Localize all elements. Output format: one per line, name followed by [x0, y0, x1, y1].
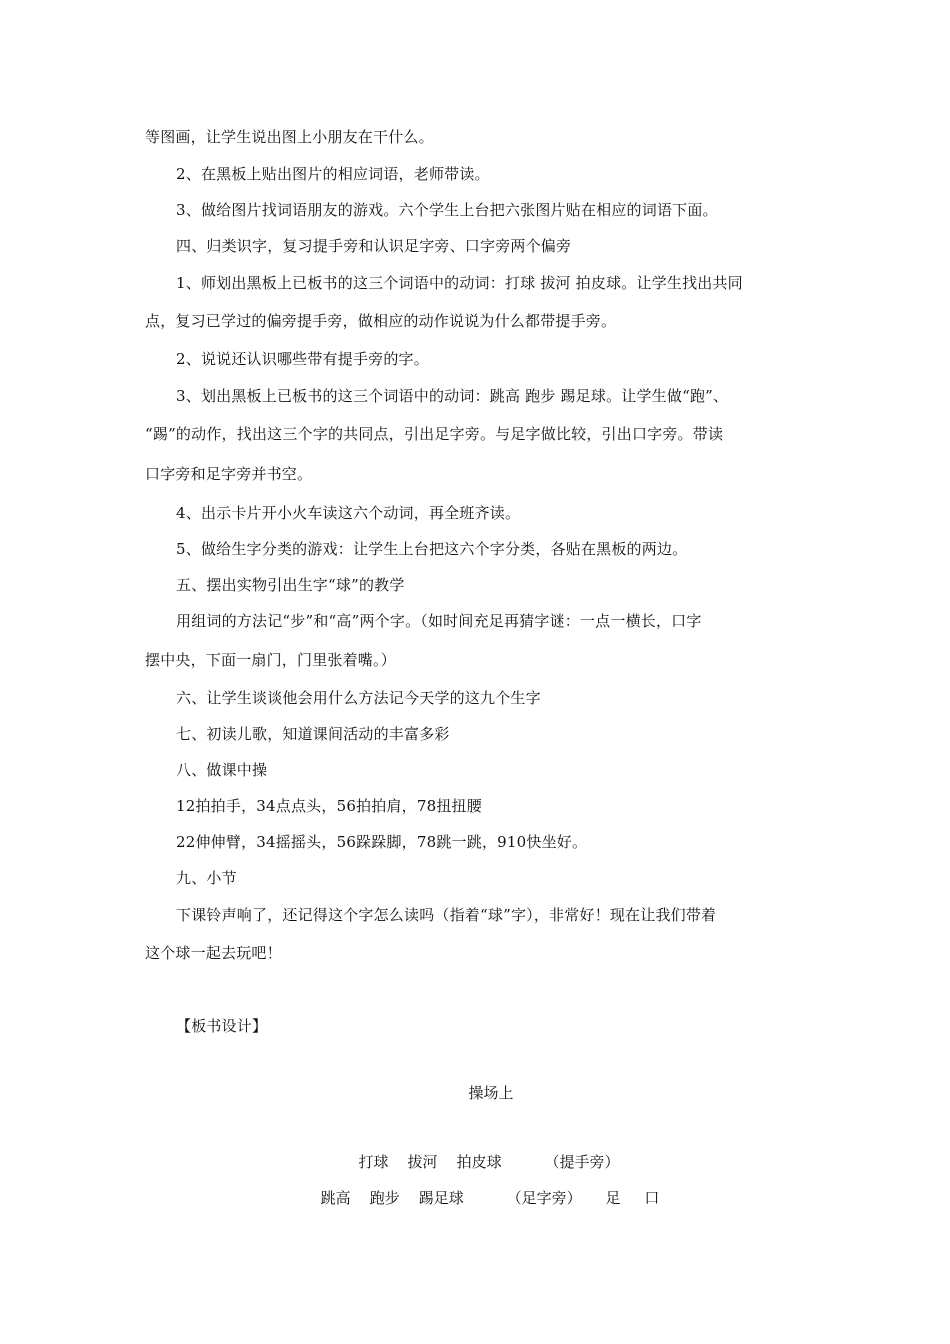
section-heading: 七、初读儿歌，知道课间活动的丰富多彩: [176, 725, 450, 743]
text-line: 12拍拍手，34点点头，56拍拍肩，78扭扭腰: [176, 797, 482, 815]
board-row-foot-radical: 跳高 跑步 踢足球 （足字旁） 足 口: [320, 1189, 660, 1207]
text-line: 2、说说还认识哪些带有提手旁的字。: [176, 350, 429, 368]
text-line: 用组词的方法记“步”和“高”两个字。（如时间充足再猜字谜：一点一横长，口字: [176, 612, 702, 630]
text-line: 点，复习已学过的偏旁提手旁，做相应的动作说说为什么都带提手旁。: [145, 312, 617, 330]
text-line: 口字旁和足字旁并书空。: [145, 465, 313, 483]
section-heading: 四、归类识字，复习提手旁和认识足字旁、口字旁两个偏旁: [176, 237, 572, 255]
text-line: 5、做给生字分类的游戏：让学生上台把这六个字分类，各贴在黑板的两边。: [176, 540, 688, 558]
board-row-hand-radical: 打球 拔河 拍皮球 （提手旁）: [358, 1153, 620, 1171]
text-line: 3、划出黑板上已板书的这三个词语中的动词：跳高 跑步 踢足球。让学生做“跑”、: [176, 387, 729, 405]
section-heading: 九、小节: [176, 869, 237, 887]
text-line: 1、师划出黑板上已板书的这三个词语中的动词：打球 拔河 拍皮球。让学生找出共同: [176, 274, 743, 292]
text-line: “踢”的动作，找出这三个字的共同点，引出足字旁。与足字做比较，引出口字旁。带读: [145, 425, 724, 443]
board-title: 操场上: [468, 1084, 514, 1102]
text-line: 下课铃声响了，还记得这个字怎么读吗（指着“球”字），非常好！现在让我们带着: [176, 906, 717, 924]
section-heading: 五、摆出实物引出生字“球”的教学: [176, 576, 405, 594]
text-line: 摆中央，下面一扇门，门里张着嘴。）: [145, 651, 396, 669]
board-design-heading: 【板书设计】: [176, 1017, 268, 1035]
text-line: 2、在黑板上贴出图片的相应词语，老师带读。: [176, 165, 490, 183]
text-line: 这个球一起去玩吧！: [145, 944, 282, 962]
text-line: 3、做给图片找词语朋友的游戏。六个学生上台把六张图片贴在相应的词语下面。: [176, 201, 718, 219]
section-heading: 六、让学生谈谈他会用什么方法记今天学的这九个生字: [176, 689, 541, 707]
text-line: 等图画，让学生说出图上小朋友在干什么。: [145, 128, 434, 146]
text-line: 4、出示卡片开小火车读这六个动词，再全班齐读。: [176, 504, 521, 522]
section-heading: 八、做课中操: [176, 761, 268, 779]
text-line: 22伸伸臂，34摇摇头，56跺跺脚，78跳一跳，910快坐好。: [176, 833, 588, 851]
